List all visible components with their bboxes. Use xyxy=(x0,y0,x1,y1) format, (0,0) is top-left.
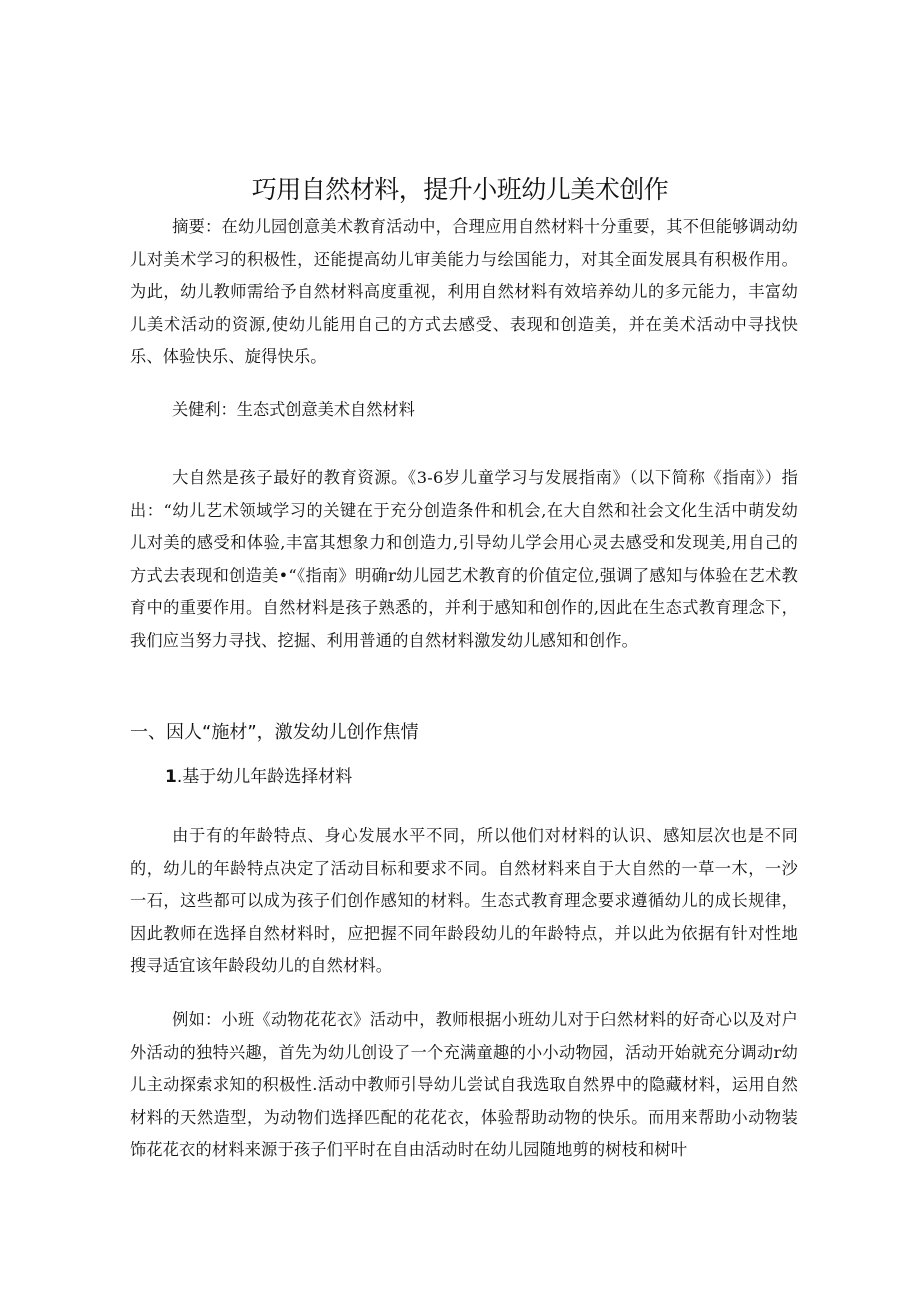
subsection-number: 1 xyxy=(165,767,177,787)
intro-paragraph: 大自然是孩子最好的教育资源。《3-6岁儿童学习与发展指南》（以下简称《指南》）指出：“幼儿艺术领域学习的关键在于充分创造条件和机会,在大自然和社会文化生活中萌发幼儿对美的感受和体验,丰富其想象力和创造力,引导幼儿学会用心灵去感受和发现美,用自己的方式去表现和创造美•“《指南》明确r幼儿园艺术教育的价值定位,强调了感知与体验在艺术教育中的重要作用。自然材料是孩子熟悉的，并利于感知和创作的,因此在生态式教育理念下，我们应当努力寻找、挖掘、利用普通的自然材料激发幼儿感知和创作。 xyxy=(130,468,798,650)
subsection-title: .基于幼儿年龄选择材料 xyxy=(176,767,353,787)
body-paragraph-1: 由于有的年龄特点、身心发展水平不同，所以他们对材料的认识、感知层次也是不同的，幼儿的年龄特点决定了活动目标和要求不同。自然材料来自于大自然的一草一木，一沙一石，这些都可以成为孩子们创作感知的材料。生态式教育理念要求遵循幼儿的成长规律，因此教师在选择自然材料时，应把握不同年龄段幼儿的年龄特点，并以此为依据有针对性地搜寻适宜该年龄段幼儿的自然材料。 xyxy=(130,826,798,975)
body-paragraph-2: 例如：小班《动物花花衣》活动中，教师根据小班幼儿对于臼然材料的好奇心以及对户外活动的独特兴趣，首先为幼儿创设了一个充满童趣的小小动物园，活动开始就充分调动r幼儿主动探索求知的积极性.活动中教师引导幼儿尝试自我选取自然界中的隐藏材料，运用自然材料的天然造型，为动物们选择匹配的花花衣，体验帮助动物的快乐。而用来帮助小动物装饰花花衣的材料来源于孩子们平时在自由活动时在幼儿园随地剪的树枝和树叶 xyxy=(130,1010,798,1159)
keywords-line: 关健利：生态式创意美术自然材料 xyxy=(172,400,415,419)
abstract-paragraph: 摘要：在幼儿园创意美术教育活动中，合理应用自然材料十分重要，其不但能够调动幼儿对美术学习的积极性，还能提高幼儿审美能力与绘国能力，对其全面发展具有积极作用。为此，幼儿教师需给予自然材料高度重视，利用自然材料有效培养幼儿的多元能力，丰富幼儿美术活动的资源,使幼儿能用自己的方式去感受、表现和创造美，并在美术活动中寻找快乐、体验快乐、旋得快乐。 xyxy=(130,217,798,366)
subsection-heading-1 xyxy=(165,762,352,792)
section-heading-1: 一、因人“施材”，激发幼儿创作焦情 xyxy=(130,722,419,743)
document-title: 巧用自然材料，提升小班幼儿美术创作 xyxy=(251,175,669,204)
